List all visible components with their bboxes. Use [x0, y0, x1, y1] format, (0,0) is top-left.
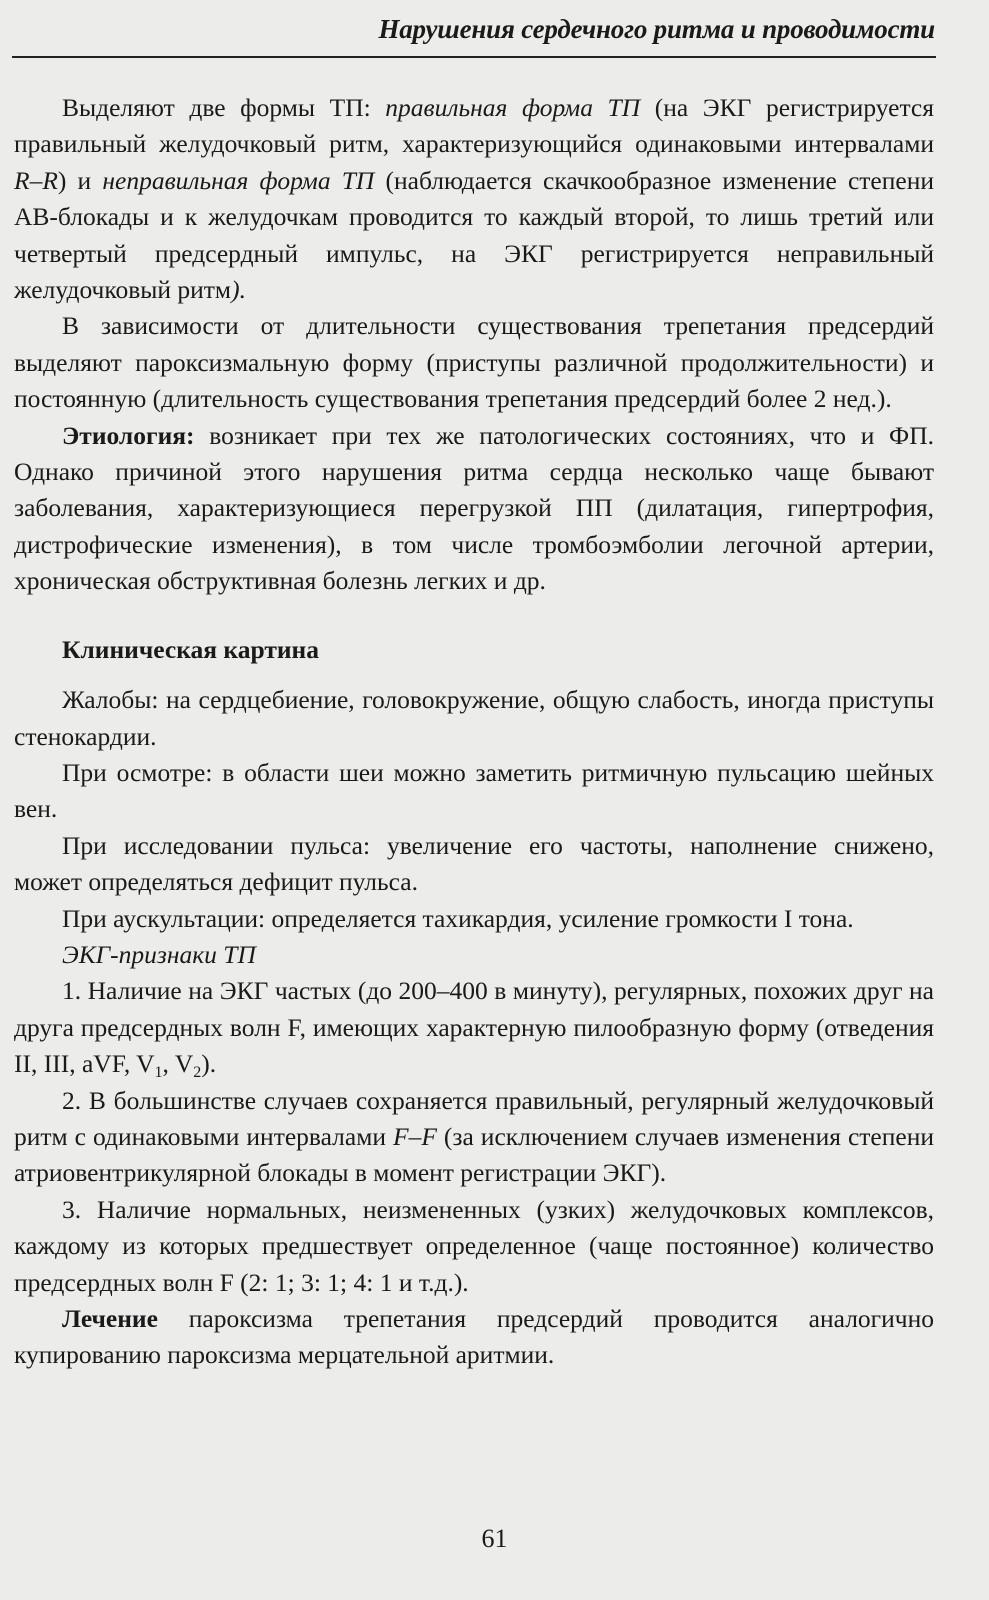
term-irregular-form: неправильная форма ТП — [102, 165, 375, 195]
paragraph-inspection: При осмотре: в области шеи можно заметить ритмичную пульсацию шейных вен. — [14, 757, 934, 824]
text-run: , V — [162, 1049, 194, 1079]
text-run: возникает при тех же патологических состояниях, что и ФП. Однако причиной этого нарушения ритма сердца несколько чаще бывают заболевания, характеризующиеся перегрузкой ПП (дилатация, гипертрофия, дистрофические изменения), в том числе тромбоэмболии легочной артерии, хроническая обструктивная болезнь легких и др. — [14, 420, 934, 596]
header-rule — [12, 56, 936, 58]
subscript: 1 — [154, 1064, 163, 1082]
text-run: 1. Наличие на ЭКГ частых (до 200–400 в минуту), регулярных, похожих друг на друга предсердных волн F, имеющих характерную пилообразную форму (отведения II, III, aVF, V — [14, 976, 934, 1079]
text-run: ). — [231, 275, 246, 305]
page-number: 61 — [481, 1524, 508, 1553]
paragraph-treatment — [14, 1301, 934, 1374]
paragraph-forms — [14, 90, 934, 308]
list-item — [14, 1083, 934, 1192]
list-item: 3. Наличие нормальных, неизмененных (узких) желудочковых комплексов, каждому из которых предшествует определенное (чаще постоянное) количество предсердных волн F (2: 1; 3: 1; 4: 1 и т.д.). — [14, 1194, 934, 1297]
list-item — [14, 973, 934, 1082]
paragraph-etiology — [14, 418, 934, 600]
subscript: 2 — [193, 1064, 202, 1082]
ekg-subheading: ЭКГ-признаки ТП — [62, 939, 256, 969]
paragraph-auscultation: При аускультации: определяется тахикардия, усиление громкости I тона. — [62, 903, 854, 933]
interval-ff: F–F — [393, 1121, 437, 1151]
section-heading: Клиническая картина — [62, 634, 319, 664]
text-run: (наблюдается скачкообразное изменение степени АВ-блокады и к желудочкам проводится то каждый второй, то лишь третий или четвертый предсердный импульс, на ЭКГ регистрируется неправильный желудочковый ритм — [14, 165, 934, 305]
text-run: пароксизма трепетания предсердий проводится аналогично купированию пароксизма мерцательной аритмии. — [14, 1304, 934, 1370]
text-run: ) и — [57, 165, 103, 195]
term-regular-form: правильная форма ТП — [385, 93, 641, 122]
text-run: (на ЭКГ регистрируется правильный желудочковый ритм, характеризующийся одинаковыми интервалами — [14, 93, 934, 159]
text-run: (за исключением случаев изменения степени атриовентрикулярной блокады в момент регистрации ЭКГ). — [14, 1121, 934, 1188]
interval-rr: R–R — [14, 165, 58, 195]
paragraph-complaints: Жалобы: на сердцебиение, головокружение, общую слабость, иногда приступы стенокардии. — [14, 685, 934, 751]
treatment-label: Лечение — [62, 1304, 158, 1333]
paragraph-duration: В зависимости от длительности существования трепетания предсердий выделяют пароксизмальную форму (приступы различной продолжительности) и постоянную (длительность существования трепетания предсердий более 2 нед.). — [14, 311, 934, 414]
page-body — [14, 90, 934, 1374]
text-run: Выделяют две формы ТП: — [62, 93, 386, 122]
running-head: Нарушения сердечного ритма и проводимости — [378, 14, 935, 44]
etiology-label: Этиология: — [62, 420, 195, 450]
paragraph-pulse: При исследовании пульса: увеличение его частоты, наполнение снижено, может определяться дефицит пульса. — [14, 830, 934, 897]
text-run: 2. В большинстве случаев сохраняется правильный, регулярный желудочковый ритм с одинаковыми интервалами — [14, 1085, 934, 1151]
text-run: ). — [201, 1049, 217, 1079]
